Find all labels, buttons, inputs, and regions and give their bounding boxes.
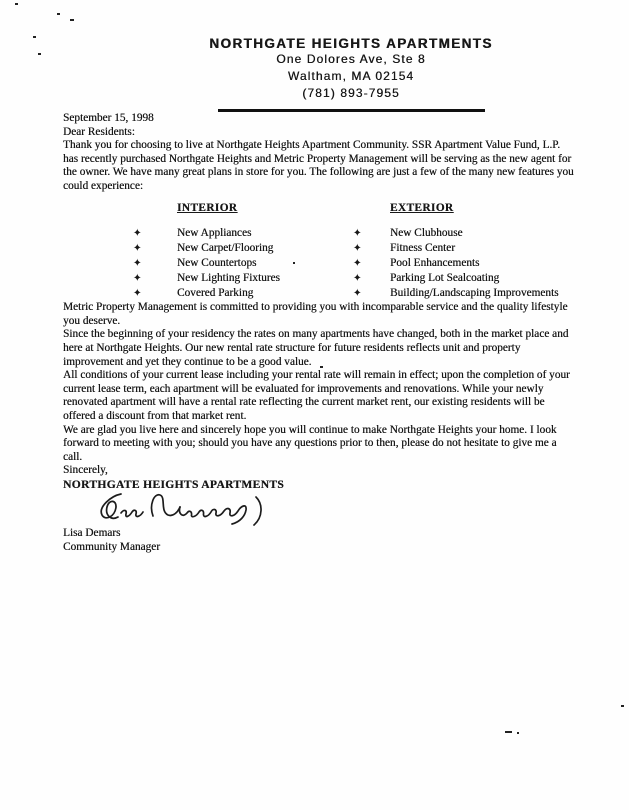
feature-label: Covered Parking <box>177 287 254 300</box>
feature-label: Fitness Center <box>390 242 455 255</box>
valediction: Sincerely, <box>63 464 108 477</box>
signature-handwriting <box>91 489 577 527</box>
list-item <box>353 226 577 241</box>
feature-label: Pool Enhancements <box>390 257 480 270</box>
diamond-bullet-icon: ✦ <box>353 288 362 300</box>
scan-speck <box>621 705 624 707</box>
diamond-bullet-icon: ✦ <box>353 258 362 270</box>
list-item <box>353 256 577 271</box>
letterhead-phone: (781) 893-7955 <box>302 86 400 100</box>
diamond-bullet-icon: ✦ <box>133 258 142 270</box>
diamond-bullet-icon: ✦ <box>133 243 142 255</box>
letter-body <box>0 112 629 555</box>
list-item <box>133 241 348 256</box>
scan-speck <box>293 262 295 264</box>
diamond-bullet-icon: ✦ <box>133 273 142 285</box>
feature-label: Parking Lot Sealcoating <box>390 272 500 285</box>
signer-title: Community Manager <box>63 541 160 554</box>
feature-label: Building/Landscaping Improvements <box>390 287 559 300</box>
list-item <box>133 286 348 301</box>
list-item <box>353 241 577 256</box>
paragraph-intro: Thank you for choosing to live at Northgate Heights Apartment Community. SSR Apartment Value Fund, L.P. has recently purchased Northgate Heights and Metric Property Management will be serving as the new agent for the owner. We have many great plans in store for you. The following are just a few of the many new features you could experience: <box>63 139 574 192</box>
list-item <box>133 271 348 286</box>
exterior-heading: EXTERIOR <box>390 201 454 214</box>
list-item <box>133 256 348 271</box>
feature-label: New Carpet/Flooring <box>177 242 274 255</box>
diamond-bullet-icon: ✦ <box>133 288 142 300</box>
diamond-bullet-icon: ✦ <box>353 228 362 240</box>
paragraph-closing: We are glad you live here and sincerely hope you will continue to make Northgate Heights your home. I look forward to meeting with you; should you have any questions prior to then, please do not hesitate to give me a call. <box>63 423 557 463</box>
paragraph-rates: Since the beginning of your residency the rates on many apartments have changed, both in the market place and here at Northgate Heights. Our new rental rate structure for future residents reflects unit and property improvement and yet they continue to be a good value. <box>63 328 569 368</box>
signer-name: Lisa Demars <box>63 527 121 540</box>
closing-company-name: NORTHGATE HEIGHTS APARTMENTS <box>63 477 285 491</box>
feature-label: New Countertops <box>177 257 257 270</box>
paragraph-commitment: Metric Property Management is committed to providing you with incomparable service and the quality lifestyle you deserve. <box>63 301 568 327</box>
interior-column <box>133 202 348 302</box>
feature-label: New Clubhouse <box>390 227 463 240</box>
feature-label: New Appliances <box>177 227 252 240</box>
scan-speck <box>505 731 512 733</box>
diamond-bullet-icon: ✦ <box>133 228 142 240</box>
letterhead-company-name: NORTHGATE HEIGHTS APARTMENTS <box>209 36 493 51</box>
list-item <box>353 286 577 301</box>
salutation: Dear Residents: <box>63 125 135 138</box>
diamond-bullet-icon: ✦ <box>353 243 362 255</box>
exterior-column <box>353 202 577 302</box>
diamond-bullet-icon: ✦ <box>353 273 362 285</box>
letterhead-address-line2: Waltham, MA 02154 <box>287 69 415 83</box>
scan-speck <box>15 3 18 5</box>
letterhead <box>0 0 629 112</box>
scan-speck <box>38 53 41 55</box>
letterhead-address-line1: One Dolores Ave, Ste 8 <box>276 52 426 66</box>
scan-speck <box>320 366 323 368</box>
scan-speck <box>70 19 74 21</box>
features-section <box>63 202 577 302</box>
scan-speck <box>33 36 36 38</box>
list-item <box>353 271 577 286</box>
feature-label: New Lighting Fixtures <box>177 272 280 285</box>
scan-speck <box>517 732 519 734</box>
list-item <box>133 226 348 241</box>
interior-heading: INTERIOR <box>177 201 238 214</box>
paragraph-lease: All conditions of your current lease including your rental rate will remain in effect; upon the completion of your current lease term, each apartment will be evaluated for improvements and renovations. While your newly renovated apartment will have a rental rate reflecting the current market rent, our existing residents will be offered a discount from that market rent. <box>63 369 570 422</box>
scan-speck <box>57 13 60 15</box>
date-line: September 15, 1998 <box>63 112 154 124</box>
